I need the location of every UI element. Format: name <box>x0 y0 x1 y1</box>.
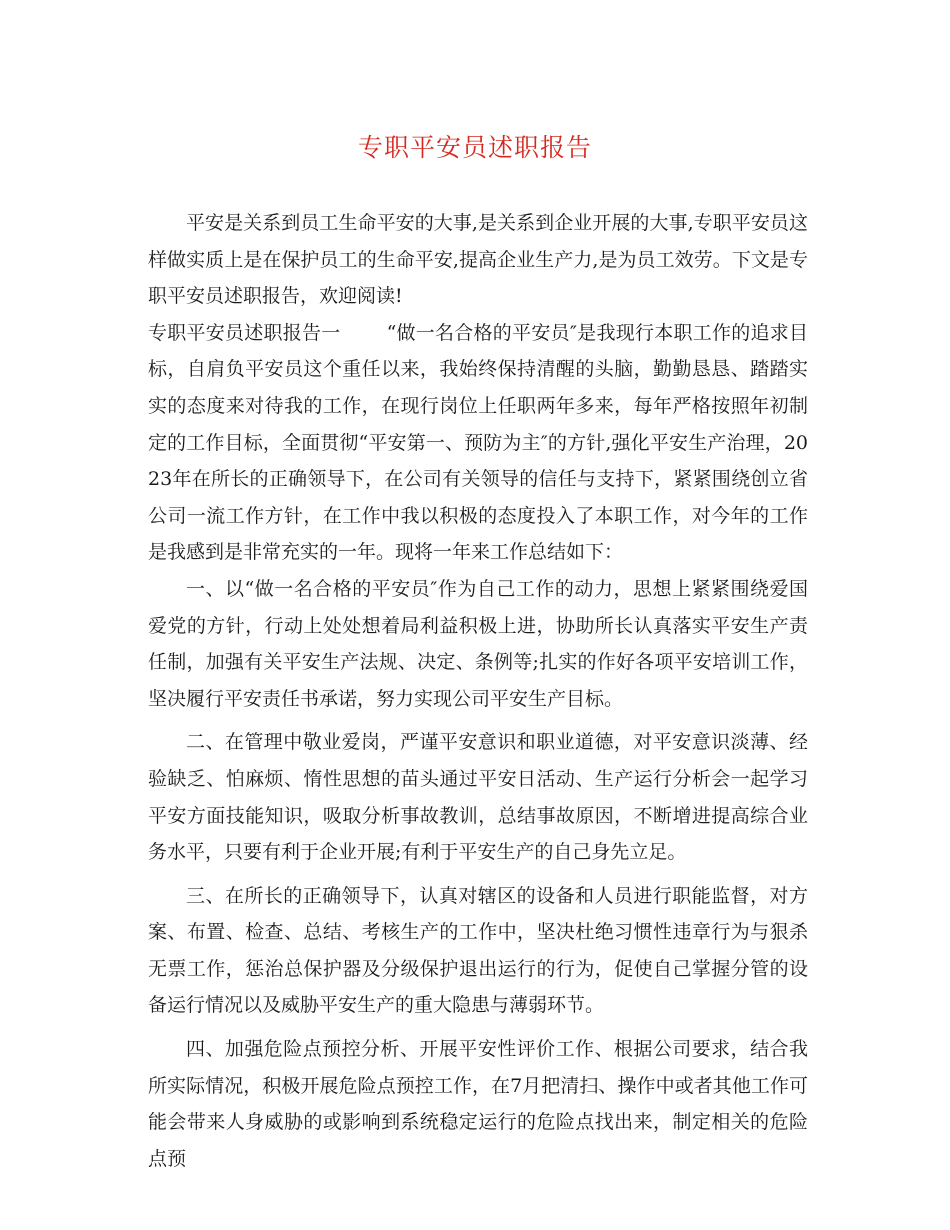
section-opening-text: “做一名合格的平安员″是我现行本职工作的追求目标，自肩负平安员这个重任以来，我始终保持清醒的头脑，勤勤恳恳、踏踏实实的态度来对待我的工作，在现行岗位上任职两年多来，每年严格按照年初制定的工作目标，全面贯彻“平安第一、预防为主″的方针,强化平安生产治理，2023年在所长的正确领导下，在公司有关领导的信任与支持下，紧紧围绕创立省公司一流工作方针，在工作中我以积极的态度投入了本职工作，对今年的工作是我感到是非常充实的一年。现将一年来工作总结如下： <box>148 321 808 564</box>
section-paragraph <box>148 315 808 571</box>
point-paragraph-1: 一、以“做一名合格的平安员″作为自己工作的动力，思想上紧紧围绕爱国爱党的方针，行动上处处想着局利益积极上进，协助所长认真落实平安生产责任制，加强有关平安生产法规、决定、条例等;扎实的作好各项平安培训工作，坚决履行平安责任书承诺，努力实现公司平安生产目标。 <box>148 577 808 710</box>
point-paragraph-2: 二、在管理中敬业爱岗，严谨平安意识和职业道德，对平安意识淡薄、经验缺乏、怕麻烦、惰性思想的苗头通过平安日活动、生产运行分析会一起学习平安方面技能知识，吸取分析事故教训，总结事故原因，不断增进提高综合业务水平，只要有利于企业开展;有利于平安生产的自己身先立足。 <box>148 731 808 864</box>
point-paragraph-3: 三、在所长的正确领导下，认真对辖区的设备和人员进行职能监督，对方案、布置、检查、总结、考核生产的工作中，坚决杜绝习惯性违章行为与狠杀无票工作，惩治总保护器及分级保护退出运行的行为，促使自己掌握分管的设备运行情况以及威胁平安生产的重大隐患与薄弱环节。 <box>148 884 808 1017</box>
section-heading: 专职平安员述职报告一 <box>148 321 341 344</box>
document-title: 专职平安员述职报告 <box>357 133 592 162</box>
point-paragraph-4: 四、加强危险点预控分析、开展平安性评价工作、根据公司要求，结合我所实际情况，积极开展危险点预控工作，在7月把清扫、操作中或者其他工作可能会带来人身威胁的或影响到系统稳定运行的危险点找出来，制定相关的危险点预 <box>148 1038 808 1170</box>
intro-paragraph: 平安是关系到员工生命平安的大事,是关系到企业开展的大事,专职平安员这样做实质上是在保护员工的生命平安,提高企业生产力,是为员工效劳。下文是专职平安员述职报告，欢迎阅读! <box>148 212 808 308</box>
document-body <box>148 205 808 1177</box>
